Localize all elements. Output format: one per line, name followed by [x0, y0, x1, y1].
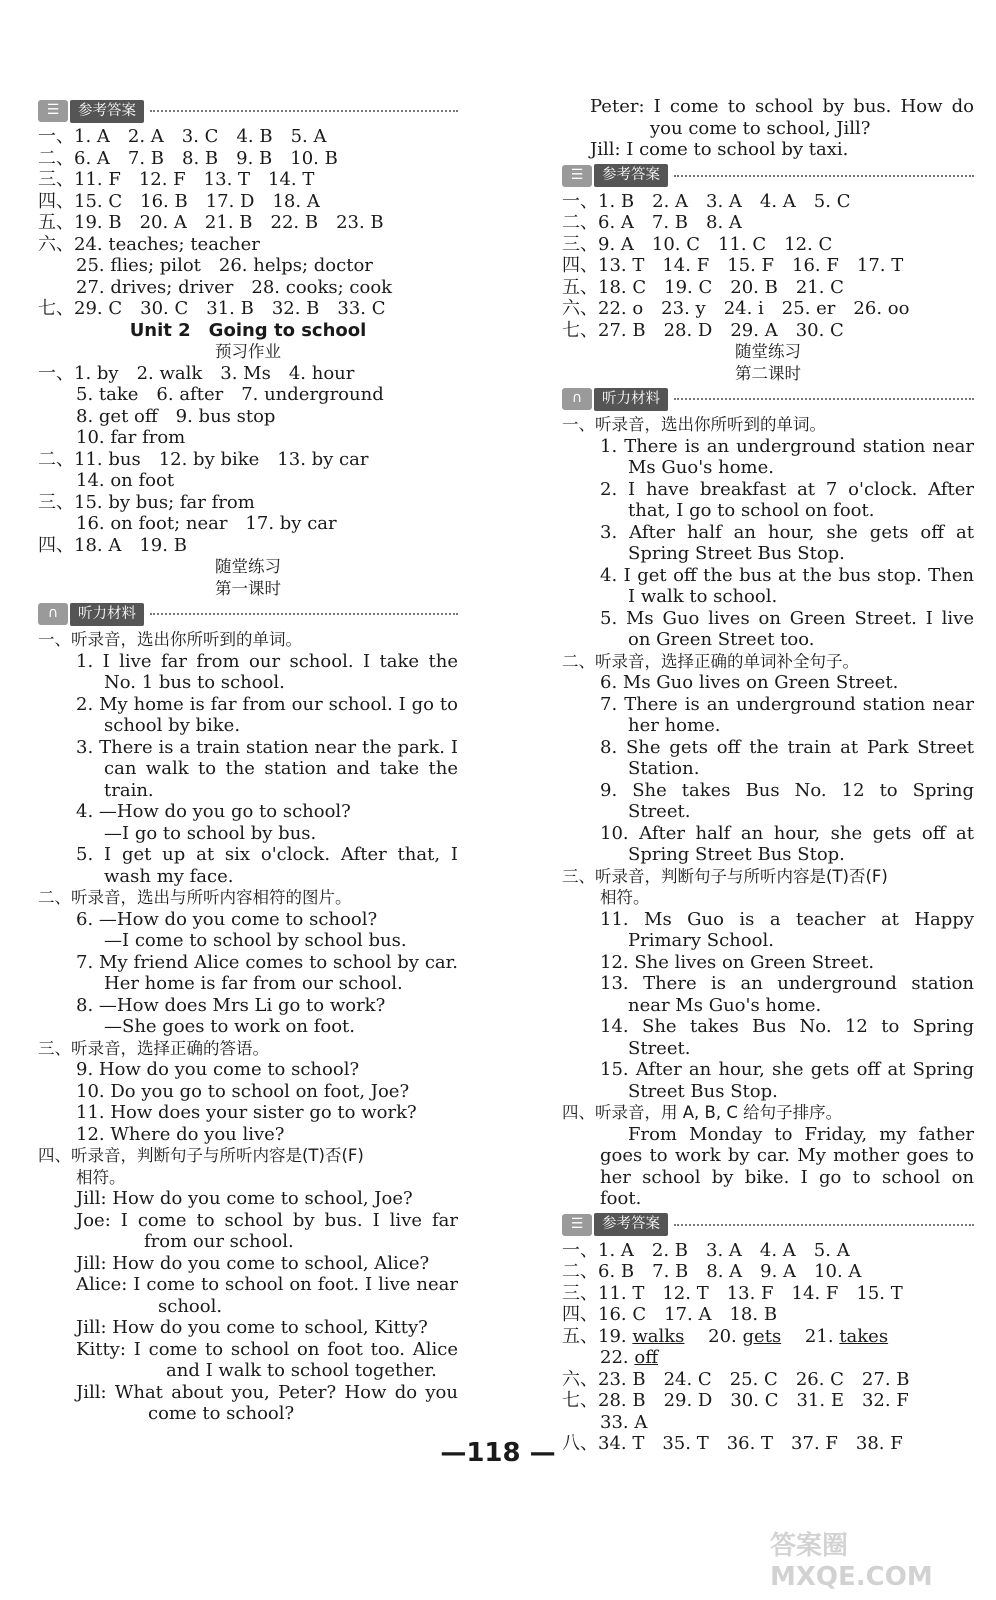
dialog-line: Jill: How do you come to school, Joe?	[76, 1188, 413, 1209]
section-label: 参考答案	[594, 1213, 668, 1236]
dialog-line: Joe: I come to school by bus. I live far from our school.	[76, 1209, 458, 1252]
answer-line: 七、27. B 28. D 29. A 30. C	[562, 319, 844, 341]
dialog-line: Jill: I come to school by taxi.	[590, 139, 849, 160]
section-label: 听力材料	[70, 603, 144, 626]
list-icon: ☰	[562, 1214, 592, 1236]
listening-item: 6. —How do you come to school?	[76, 908, 378, 930]
answer-line: 五、18. C 19. C 20. B 21. C	[562, 276, 844, 298]
answer-header-3	[562, 1212, 974, 1238]
question-heading: 相符。	[600, 888, 650, 907]
dialog-line: Jill: How do you come to school, Alice?	[76, 1252, 430, 1274]
dialog-line: Jill: What about you, Peter? How do you come to school?	[76, 1381, 458, 1424]
question-heading: 四、听录音，用 A, B, C 给句子排序。	[562, 1103, 843, 1122]
answer-line: 一、1. B 2. A 3. A 4. A 5. C	[562, 190, 851, 212]
listening-item: 11. How does your sister go to work?	[76, 1102, 417, 1123]
answer-line: 14. on foot	[76, 470, 175, 491]
answer-line: 七、29. C 30. C 31. B 32. B 33. C	[38, 298, 386, 319]
lesson-title: 第二课时	[735, 363, 801, 383]
divider	[150, 613, 458, 615]
lesson-title: 第一课时	[215, 578, 281, 598]
answer-line: 五、19. walks 20. gets 21. takes	[562, 1325, 889, 1347]
unit-title: Unit 2 Going to school	[129, 319, 367, 341]
answer-line: 三、15. by bus; far from	[38, 491, 255, 513]
answer-line: 33. A	[600, 1411, 648, 1433]
listening-item: 1. There is an underground station near Ms Guo's home.	[600, 435, 974, 478]
question-heading: 二、听录音，选择正确的单词补全句子。	[562, 651, 859, 671]
practice-title: 随堂练习	[215, 557, 281, 576]
question-heading: 四、听录音，判断句子与所听内容是(T)否(F)	[38, 1146, 364, 1165]
listening-item: 10. After half an hour, she gets off at Spring Street Bus Stop.	[600, 822, 974, 865]
answer-header-1	[38, 98, 458, 124]
answer-line: 五、19. B 20. A 21. B 22. B 23. B	[38, 212, 384, 233]
listening-paragraph: From Monday to Friday, my father goes to work by car. My mother goes to her school by bike. I go to school on foot.	[600, 1123, 974, 1209]
listening-item: 7. There is an underground station near her home.	[600, 693, 974, 736]
headphones-icon: ∩	[38, 603, 68, 625]
practice-title: 随堂练习	[735, 342, 801, 361]
answer-header-2	[562, 163, 974, 189]
headphones-icon: ∩	[562, 388, 592, 410]
preview-title: 预习作业	[215, 342, 281, 361]
listening-item: 13. There is an underground station near Ms Guo's home.	[600, 973, 974, 1016]
listening-item: 7. My friend Alice comes to school by car. Her home is far from our school.	[76, 951, 458, 994]
answer-line: 三、11. T 12. T 13. F 14. F 15. T	[562, 1282, 903, 1304]
section-label: 听力材料	[594, 388, 668, 411]
answer-line: 16. on foot; near 17. by car	[76, 513, 337, 534]
listening-item: 12. Where do you live?	[76, 1123, 285, 1145]
listening-item: 5. Ms Guo lives on Green Street. I live on Green Street too.	[600, 607, 974, 650]
watermark: 答案圈 MXQE.COM	[770, 1531, 933, 1592]
listening-item: —I go to school by bus.	[104, 822, 317, 844]
divider	[674, 1224, 974, 1226]
answer-line: 七、28. B 29. D 30. C 31. E 32. F	[562, 1390, 909, 1411]
listening-header-1	[38, 601, 458, 627]
answer-line: 六、24. teaches; teacher	[38, 233, 260, 255]
listening-item: 3. After half an hour, she gets off at Spring Street Bus Stop.	[600, 521, 974, 564]
listening-item: 2. I have breakfast at 7 o'clock. After that, I go to school on foot.	[600, 478, 974, 521]
listening-item: —I come to school by school bus.	[104, 930, 407, 951]
answer-line: 六、23. B 24. C 25. C 26. C 27. B	[562, 1368, 910, 1390]
listening-item: 4. —How do you go to school?	[76, 801, 351, 822]
listening-item: 10. Do you go to school on foot, Joe?	[76, 1080, 410, 1102]
page-number: —118 —	[440, 1438, 556, 1468]
answer-line: 8. get off 9. bus stop	[76, 405, 276, 427]
answer-line: 5. take 6. after 7. underground	[76, 384, 384, 405]
answer-line: 22. off	[600, 1347, 658, 1368]
listening-item: 4. I get off the bus at the bus stop. Then I walk to school.	[600, 564, 974, 607]
answer-line: 四、15. C 16. B 17. D 18. A	[38, 190, 320, 212]
listening-item: —She goes to work on foot.	[104, 1016, 355, 1037]
answer-line: 四、18. A 19. B	[38, 534, 187, 556]
left-column	[38, 96, 458, 1425]
answer-line: 27. drives; driver 28. cooks; cook	[76, 276, 393, 298]
right-column	[562, 96, 974, 1455]
section-label: 参考答案	[594, 164, 668, 187]
answer-line: 一、1. by 2. walk 3. Ms 4. hour	[38, 362, 355, 384]
question-heading: 一、听录音，选出你所听到的单词。	[38, 630, 302, 649]
listening-item: 9. She takes Bus No. 12 to Spring Street.	[600, 779, 974, 822]
underlined-answer: off	[634, 1347, 658, 1368]
listening-item: 1. I live far from our school. I take the No. 1 bus to school.	[76, 650, 458, 693]
listening-item: 12. She lives on Green Street.	[600, 951, 875, 973]
listening-item: 5. I get up at six o'clock. After that, I wash my face.	[76, 844, 458, 887]
divider	[150, 110, 458, 112]
listening-item: 9. How do you come to school?	[76, 1059, 360, 1080]
underlined-answer: gets	[742, 1325, 782, 1347]
answer-line: 四、13. T 14. F 15. F 16. F 17. T	[562, 255, 904, 276]
question-heading: 三、听录音，选择正确的答语。	[38, 1038, 269, 1058]
dialog-line: Kitty: I come to school on foot too. Alice and I walk to school together.	[76, 1338, 458, 1381]
answer-line: 二、11. bus 12. by bike 13. by car	[38, 448, 369, 470]
answer-line: 六、22. o 23. y 24. i 25. er 26. oo	[562, 298, 910, 319]
listening-item: 2. My home is far from our school. I go to school by bike.	[76, 693, 458, 736]
answer-line: 25. flies; pilot 26. helps; doctor	[76, 255, 373, 276]
divider	[674, 398, 974, 400]
section-label: 参考答案	[70, 100, 144, 123]
answer-line: 二、6. B 7. B 8. A 9. A 10. A	[562, 1261, 862, 1282]
answer-line: 二、6. A 7. B 8. A	[562, 212, 742, 233]
listening-item: 11. Ms Guo is a teacher at Happy Primary School.	[600, 908, 974, 951]
answer-line: 四、16. C 17. A 18. B	[562, 1304, 778, 1325]
dialog-line: Jill: How do you come to school, Kitty?	[76, 1317, 428, 1338]
listening-item: 6. Ms Guo lives on Green Street.	[600, 672, 899, 693]
answer-line: 二、6. A 7. B 8. B 9. B 10. B	[38, 147, 338, 169]
underlined-answer: takes	[839, 1325, 889, 1347]
list-icon: ☰	[562, 165, 592, 187]
answer-line: 10. far from	[76, 427, 186, 448]
dialog-line: Alice: I come to school on foot. I live near school.	[76, 1274, 458, 1317]
question-heading: 相符。	[76, 1167, 126, 1187]
answer-line: 一、1. A 2. A 3. C 4. B 5. A	[38, 126, 327, 147]
answer-line: 八、34. T 35. T 36. T 37. F 38. F	[562, 1433, 903, 1454]
answer-line: 三、11. F 12. F 13. T 14. T	[38, 169, 315, 190]
listening-item: 3. There is a train station near the park. I can walk to the station and take the train.	[76, 736, 458, 801]
listening-item: 8. —How does Mrs Li go to work?	[76, 994, 386, 1016]
divider	[674, 175, 974, 177]
dialog-line: Peter: I come to school by bus. How do you come to school, Jill?	[590, 96, 974, 139]
listening-item: 15. After an hour, she gets off at Spring Street Bus Stop.	[600, 1059, 974, 1102]
list-icon: ☰	[38, 100, 68, 122]
listening-item: 14. She takes Bus No. 12 to Spring Street.	[600, 1016, 974, 1059]
question-heading: 一、听录音，选出你所听到的单词。	[562, 415, 826, 434]
answer-line: 三、9. A 10. C 11. C 12. C	[562, 233, 833, 255]
underlined-answer: walks	[632, 1325, 685, 1347]
question-heading: 三、听录音，判断句子与所听内容是(T)否(F)	[562, 866, 888, 886]
listening-header-2	[562, 386, 974, 412]
listening-item: 8. She gets off the train at Park Street Station.	[600, 736, 974, 779]
question-heading: 二、听录音，选出与所听内容相符的图片。	[38, 888, 352, 907]
answer-line: 一、1. A 2. B 3. A 4. A 5. A	[562, 1239, 850, 1261]
